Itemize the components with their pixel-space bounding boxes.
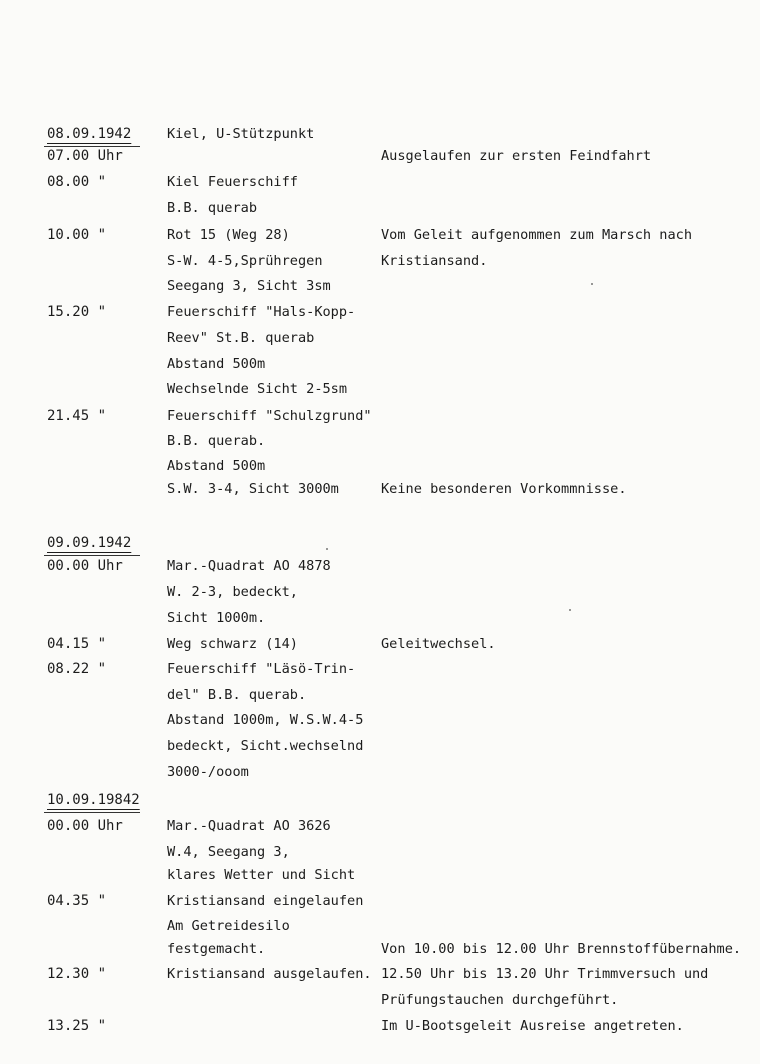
- log-entry-text: 3000-/ooom: [167, 764, 249, 780]
- log-entry-text: Sicht 1000m.: [167, 610, 266, 626]
- log-line: [0, 579, 760, 605]
- log-line: [0, 862, 760, 888]
- log-line: [0, 299, 760, 325]
- log-remark: Kristiansand.: [381, 253, 488, 269]
- log-entry-text: Wechselnde Sicht 2-5sm: [167, 381, 348, 397]
- log-entry-text: Mar.-Quadrat AO 4878: [167, 558, 331, 574]
- paper-speck: [326, 548, 328, 550]
- log-line: [0, 195, 760, 221]
- log-remark: Vom Geleit aufgenommen zum Marsch nach: [381, 227, 692, 243]
- log-line: [0, 631, 760, 657]
- log-entry-text: del" B.B. querab.: [167, 687, 307, 703]
- log-line: [0, 169, 760, 195]
- log-time: 08.22 ": [47, 661, 107, 677]
- log-remark: Prüfungstauchen durchgeführt.: [381, 992, 619, 1008]
- log-remark: 12.50 Uhr bis 13.20 Uhr Trimmversuch und: [381, 966, 709, 982]
- log-entry-text: Weg schwarz (14): [167, 636, 298, 652]
- log-entry-text: Seegang 3, Sicht 3sm: [167, 278, 331, 294]
- log-entry-text: Feuerschiff "Läsö-Trin-: [167, 661, 356, 677]
- log-entry-text: Kiel, U-Stützpunkt: [167, 126, 315, 142]
- log-line: [0, 733, 760, 759]
- log-time: 15.20 ": [47, 304, 107, 320]
- log-entry-text: Rot 15 (Weg 28): [167, 227, 290, 243]
- log-line: [0, 936, 760, 962]
- log-time: 13.25 ": [47, 1018, 107, 1034]
- log-time: 04.35 ": [47, 893, 107, 909]
- log-line: [0, 273, 760, 299]
- log-time: 07.00 Uhr: [47, 148, 123, 164]
- log-entry-text: Abstand 500m: [167, 356, 266, 372]
- log-line: [0, 605, 760, 631]
- log-date: 09.09.1942: [47, 535, 132, 551]
- log-line: [0, 888, 760, 914]
- log-line: [0, 987, 760, 1013]
- log-line: [0, 143, 760, 169]
- log-line: [0, 553, 760, 579]
- log-entry-text: B.B. querab: [167, 200, 258, 216]
- log-line: [0, 961, 760, 987]
- log-line: [0, 351, 760, 377]
- log-line: [0, 222, 760, 248]
- log-entry-text: Am Getreidesilo: [167, 918, 290, 934]
- log-entry-text: Abstand 500m: [167, 458, 266, 474]
- log-entry-text: Kiel Feuerschiff: [167, 174, 298, 190]
- log-entry-text: B.B. querab.: [167, 433, 266, 449]
- log-entry-text: Mar.-Quadrat AO 3626: [167, 818, 331, 834]
- log-entry-text: Reev" St.B. querab: [167, 330, 315, 346]
- log-line: [0, 325, 760, 351]
- log-entry-text: Abstand 1000m, W.S.W.4-5: [167, 712, 364, 728]
- log-entry-text: Feuerschiff "Hals-Kopp-: [167, 304, 356, 320]
- log-time: 08.00 ": [47, 174, 107, 190]
- log-date: 10.09.19842: [47, 792, 140, 808]
- log-line: [0, 476, 760, 502]
- paper-speck: [591, 283, 593, 285]
- log-entry-text: Kristiansand ausgelaufen.: [167, 966, 372, 982]
- log-line: [0, 813, 760, 839]
- log-time: 04.15 ": [47, 636, 107, 652]
- log-entry-text: S-W. 4-5,Sprühregen: [167, 253, 323, 269]
- log-line: [0, 682, 760, 708]
- log-line: [0, 1013, 760, 1039]
- log-entry-text: Feuerschiff "Schulzgrund": [167, 408, 372, 424]
- log-line: [0, 248, 760, 274]
- log-entry-text: Kristiansand eingelaufen: [167, 893, 364, 909]
- log-entry-text: W. 2-3, bedeckt,: [167, 584, 298, 600]
- log-line: [0, 428, 760, 454]
- log-entry-text: W.4, Seegang 3,: [167, 844, 290, 860]
- log-time: 10.00 ": [47, 227, 107, 243]
- log-line: [0, 707, 760, 733]
- paper-speck: [569, 609, 571, 611]
- log-remark: Im U-Bootsgeleit Ausreise angetreten.: [381, 1018, 684, 1034]
- log-time: 00.00 Uhr: [47, 558, 123, 574]
- log-line: [0, 403, 760, 429]
- log-time: 21.45 ": [47, 408, 107, 424]
- log-date-heading: [0, 787, 760, 813]
- log-time: 00.00 Uhr: [47, 818, 123, 834]
- log-remark: Keine besonderen Vorkommnisse.: [381, 481, 627, 497]
- log-remark: Ausgelaufen zur ersten Feindfahrt: [381, 148, 652, 164]
- log-line: [0, 759, 760, 785]
- log-line: [0, 656, 760, 682]
- log-entry-text: klares Wetter und Sicht: [167, 867, 356, 883]
- log-date: 08.09.1942: [47, 126, 132, 142]
- log-time: 12.30 ": [47, 966, 107, 982]
- log-remark: Von 10.00 bis 12.00 Uhr Brennstoffübernahme.: [381, 941, 742, 957]
- log-entry-text: festgemacht.: [167, 941, 266, 957]
- log-entry-text: bedeckt, Sicht.wechselnd: [167, 738, 364, 754]
- log-remark: Geleitwechsel.: [381, 636, 496, 652]
- log-entry-text: S.W. 3-4, Sicht 3000m: [167, 481, 339, 497]
- log-line: [0, 376, 760, 402]
